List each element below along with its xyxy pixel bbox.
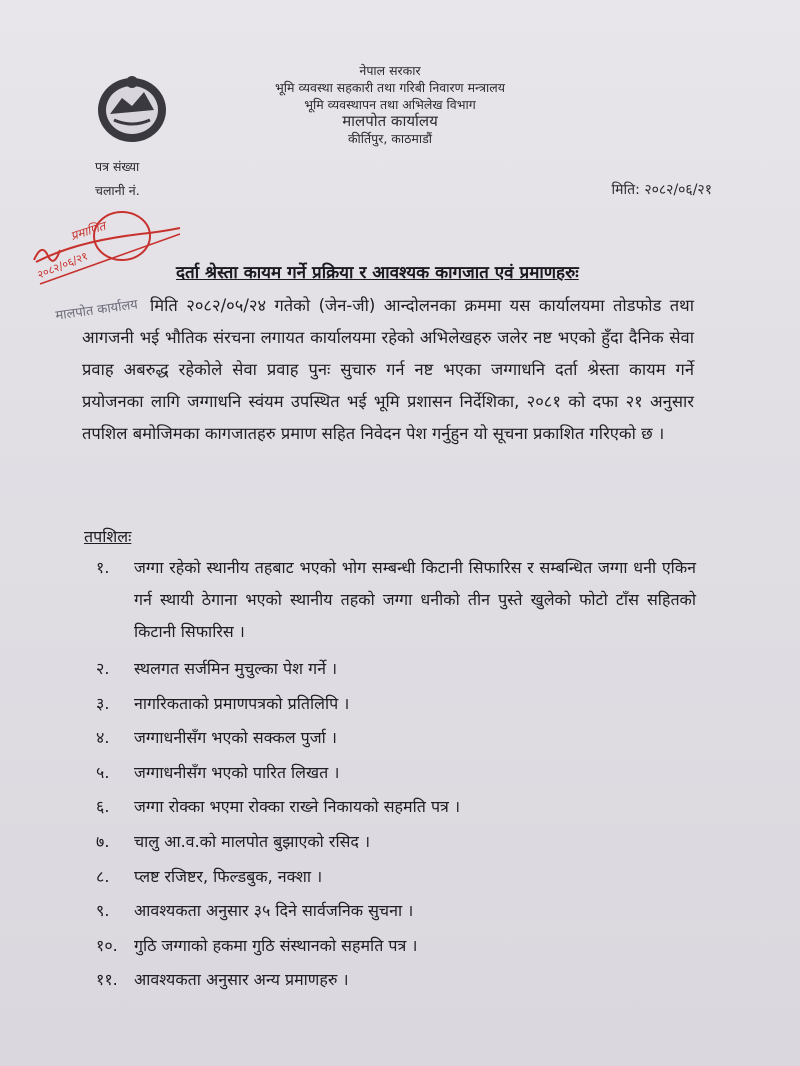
list-item-number: १. (96, 558, 110, 577)
list-item-text: प्लष्ट रजिष्टर, फिल्डबुक, नक्शा । (134, 866, 323, 886)
list-item-number: २. (96, 659, 110, 678)
list-item-text: चालु आ.व.को मालपोत बुझाएको रसिद । (134, 831, 371, 851)
list-item-text: जग्गा रहेको स्थानीय तहबाट भएको भोग सम्बन्धी किटानी सिफारिस र सम्बन्धित जग्गा धनी एकिन गर्न स्थायी ठेगाना भएको स्थानीय तहको जग्गा धनीको तीन पुस्ते खुलेको फोटो टाँस सहितको किटानी सिफारिस । (134, 558, 696, 641)
government-emblem-icon (92, 70, 172, 146)
letterhead (200, 62, 580, 147)
letterhead-line-4: मालपोत कार्यालय (342, 112, 438, 130)
red-stamp-date: २०८२/०६/२१ (35, 249, 90, 282)
list-item-number: ३. (96, 693, 110, 713)
list-item-text: गुठि जग्गाको हकमा गुठि संस्थानको सहमति पत्र । (134, 935, 418, 955)
list-item-text: आवश्यकता अनुसार अन्य प्रमाणहरु । (134, 970, 349, 990)
letterhead-line-3: भूमि व्यवस्थापन तथा अभिलेख विभाग (304, 97, 476, 112)
list-item (96, 894, 696, 929)
list-item-text: आवश्यकता अनुसार ३५ दिने सार्वजनिक सुचना । (134, 901, 414, 921)
list-item-number: ८. (96, 866, 110, 886)
list-item (96, 721, 696, 756)
list-item (96, 790, 696, 825)
letterhead-line-2: भूमि व्यवस्था सहकारी तथा गरिबी निवारण मन्त्रालय (275, 80, 505, 95)
list-item-number: ५. (96, 762, 110, 782)
grey-office-stamp: मालपोत कार्यालय (54, 297, 139, 324)
list-item (96, 552, 696, 648)
list-item-number: ४. (96, 728, 110, 748)
list-item-text: जग्गाधनीसँग भएको पारित लिखत । (134, 762, 340, 782)
notice-paragraph-text: मिति २०८२/०५/२४ गतेको (जेन-जी) आन्दोलनका क्रममा यस कार्यालयमा तोडफोड तथा आगजनी भई भौतिक संरचना लगायत कार्यालयमा रहेको अभिलेखहरु जलेर नष्ट भएको हुँदा दैनिक सेवा प्रवाह अबरुद्ध रहेकोले सेवा प्रवाह पुनः सुचारु गर्न नष्ट भएका जग्गाधनि दर्ता श्रेस्ता कायम गर्ने प्रयोजनका लागि जग्गाधनि स्वंयम उपस्थित भई भूमि प्रशासन निर्देशिका, २०८१ को दफा २१ अनुसार तपशिल बमोजिमका कागजातहरु प्रमाण सहित निवेदन पेश गर्नुहुन यो सूचना प्रकाशित गरिएको छ । (82, 296, 694, 443)
notice-heading: दर्ता श्रेस्ता कायम गर्ने प्रक्रिया र आवश्यक कागजात एवं प्रमाणहरुः (176, 263, 579, 283)
dispatch-number-label: चलानी नं. (95, 183, 140, 198)
red-stamp-signature: प्रमाणित (68, 218, 108, 244)
list-item-number: ९. (96, 901, 110, 921)
document-date: मिति: २०८२/०६/२१ (611, 182, 712, 198)
details-title: तपशिलः (84, 527, 132, 546)
list-item (96, 963, 696, 998)
list-item (96, 756, 696, 791)
notice-paragraph (82, 290, 694, 450)
list-item-number: ६. (96, 797, 110, 817)
list-item-number: १०. (96, 935, 118, 955)
letterhead-line-1: नेपाल सरकार (359, 63, 421, 78)
list-item (96, 929, 696, 964)
list-item-text: जग्गाधनीसँग भएको सक्कल पुर्जा । (134, 728, 337, 748)
list-item (96, 825, 696, 860)
list-item-text: जग्गा रोक्का भएमा रोक्का राख्ने निकायको सहमति पत्र । (134, 797, 461, 817)
list-item-text: नागरिकताको प्रमाणपत्रको प्रतिलिपि । (134, 693, 350, 713)
list-item-number: ७. (96, 831, 110, 851)
list-item (96, 652, 696, 687)
list-item-number: ११. (96, 970, 118, 990)
list-item (96, 687, 696, 722)
list-item (96, 860, 696, 895)
letterhead-line-5: कीर्तिपुर, काठमाडौं (347, 131, 433, 146)
list-item-text: स्थलगत सर्जमिन मुचुल्का पेश गर्ने । (134, 659, 338, 678)
letter-number-label: पत्र संख्या (95, 159, 140, 174)
requirements-list (96, 552, 696, 998)
